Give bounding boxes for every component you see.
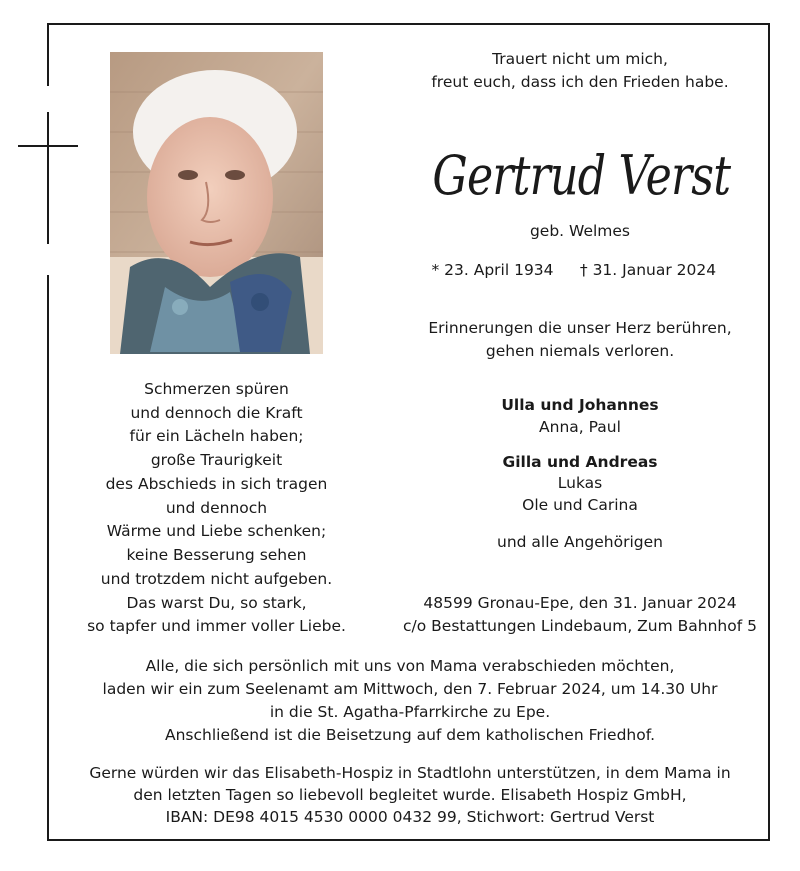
donation-line: IBAN: DE98 4015 4530 0000 0432 99, Stichwort: Gertrud Verst (165, 808, 655, 826)
frame-left-line-top (47, 23, 49, 86)
family-heading: Gilla und Andreas (502, 453, 658, 471)
memory-quote-line-2: gehen niemals verloren. (485, 342, 675, 360)
memory-quote-line-1: Erinnerungen die unser Herz berühren, (428, 319, 732, 337)
family-member: Anna, Paul (539, 418, 621, 436)
poem-line: Das warst Du, so stark, (126, 594, 307, 612)
poem-line: und trotzdem nicht aufgeben. (100, 570, 333, 588)
poem-line: Wärme und Liebe schenken; (106, 522, 327, 540)
donation-line: Gerne würden wir das Elisabeth-Hospiz in Stadtlohn unterstützen, in dem Mama in (89, 764, 731, 782)
frame-bottom-line (47, 839, 770, 841)
poem-line: des Abschieds in sich tragen (105, 475, 328, 493)
family-member: Lukas (557, 474, 603, 492)
birth-date: * 23. April 1934 (431, 261, 554, 279)
motto-line-1: Trauert nicht um mich, (492, 50, 668, 68)
motto-line-2: freut euch, dass ich den Frieden habe. (431, 73, 729, 91)
poem-line: große Traurigkeit (150, 451, 283, 469)
address-line-1: 48599 Gronau-Epe, den 31. Januar 2024 (423, 594, 737, 612)
service-line: Alle, die sich persönlich mit uns von Mama verabschieden möchten, (145, 657, 675, 675)
portrait-photo (110, 52, 323, 354)
frame-left-line-bottom (47, 275, 49, 841)
poem-line: keine Besserung sehen (126, 546, 307, 564)
deceased-name: Gertrud Verst (432, 144, 731, 207)
service-line: laden wir ein zum Seelenamt am Mittwoch, den 7. Februar 2024, um 14.30 Uhr (102, 680, 718, 698)
poem-line: so tapfer und immer voller Liebe. (87, 617, 346, 635)
poem-line: Schmerzen spüren (144, 380, 289, 398)
maiden-name: geb. Welmes (529, 222, 631, 240)
poem-line: und dennoch (165, 499, 268, 517)
family-member: Ole und Carina (522, 496, 638, 514)
poem-line: und dennoch die Kraft (130, 404, 303, 422)
family-heading: Ulla und Johannes (501, 396, 659, 414)
frame-top-line (47, 23, 770, 25)
poem-line: für ein Lächeln haben; (129, 427, 304, 445)
address-line-2: c/o Bestattungen Lindebaum, Zum Bahnhof 5 (403, 617, 757, 635)
service-line: Anschließend ist die Beisetzung auf dem katholischen Friedhof. (164, 726, 655, 744)
donation-line: den letzten Tagen so liebevoll begleitet wurde. Elisabeth Hospiz GmbH, (133, 786, 687, 804)
service-line: in die St. Agatha-Pfarrkirche zu Epe. (269, 703, 551, 721)
death-date: † 31. Januar 2024 (579, 261, 717, 279)
relatives-line: und alle Angehörigen (497, 533, 663, 551)
